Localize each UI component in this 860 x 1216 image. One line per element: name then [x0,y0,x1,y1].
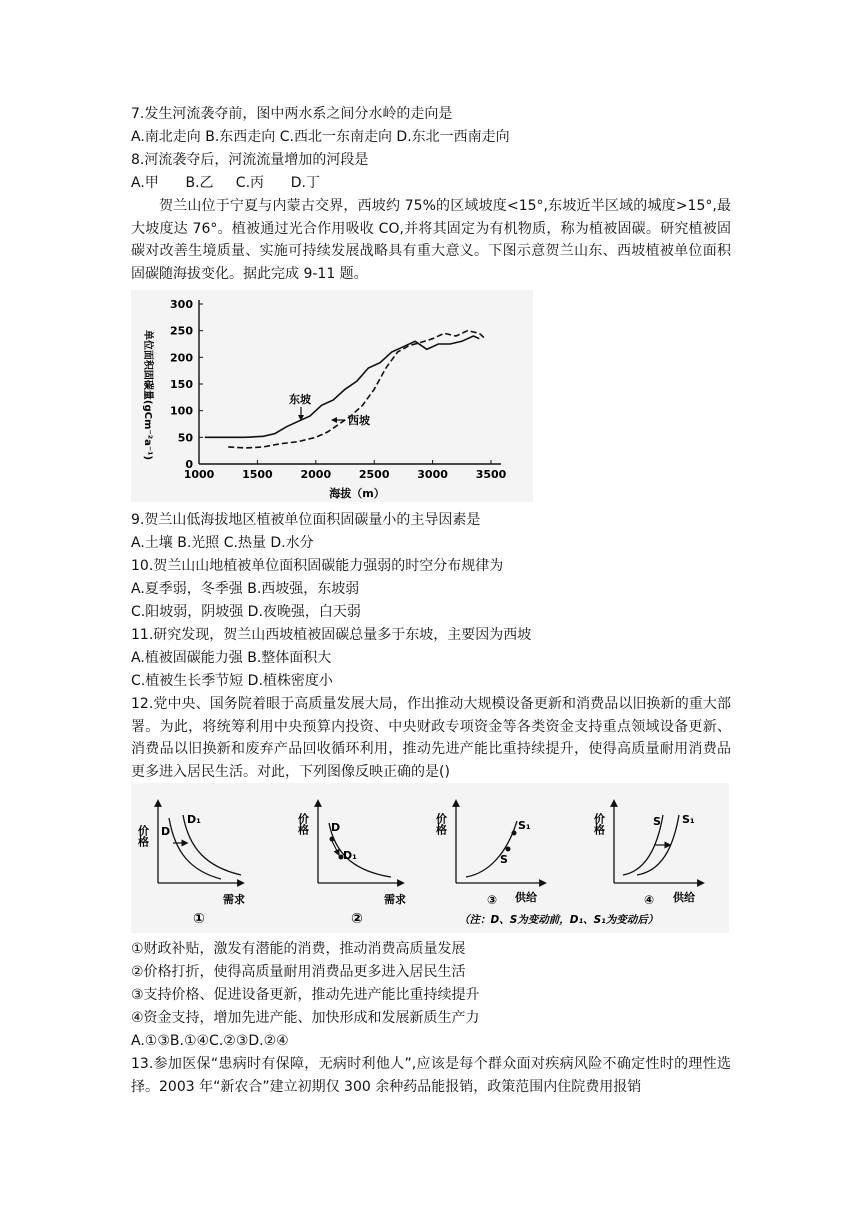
y-tick-label-3: 150 [170,378,193,391]
y-tick-label-6: 300 [170,298,193,311]
graph-4-s-label: S [653,815,661,828]
graph-1-xlabel: 需求 [223,893,245,906]
graph-3-ylabel: 价格 [434,813,448,835]
q12-item-3: ③支持价格、促进设备更新，推动先进产能比重持续提升 [131,987,480,1003]
graph-2-number: ② [351,911,363,927]
y-tick-label-0: 0 [185,458,193,471]
intro-9-11: 贺兰山位于宁夏与内蒙古交界，西坡约 75%的区域坡度<15°,东坡近半区域的城度>15°,最大坡度达 76°。植被通过光合作用吸收 CO,并将其固定为有机物质，称为植被固碳。研究植被固碳对改善生境质量、实施可持续发展战略具有重大意义。下图示意贺兰山东、西坡植被单位面积固碳随海拔变化。据此完成 9-11 题。 [131,198,731,282]
x-tick-label-2: 2000 [300,468,332,481]
graph-2-d-label: D [331,821,341,834]
graph-4 [593,803,702,907]
y-axis-label: 单位面积固碳量(gCm⁻²a⁻¹) [142,329,153,461]
q7-stem: 7.发生河流袭夺前，图中两水系之间分水岭的走向是 [131,106,453,122]
q7-options: A.南北走向 B.东西走向 C.西北一东南走向 D.东北一西南走向 [131,129,510,145]
graph-2-ylabel: 价格 [296,813,310,835]
q8-stem: 8.河流袭夺后，河流流量增加的河段是 [131,152,369,168]
q12-item-2: ②价格打折，使得高质量耐用消费品更多进入居民生活 [131,964,466,980]
q13-stem: 13.参加医保“患病时有保障，无病时利他人”,应该是每个群众面对疾病风险不确定性时的理性选择。2003 年“新农合”建立初期仅 300 余种药品能报销，政策范围内住院费用报销 [131,1056,731,1095]
series-line-west [228,331,485,448]
legend-east-label: 东坡 [289,393,311,406]
q11-options-2: C.植被生长季节短 D.植株密度小 [131,673,333,689]
graph-1-number: ① [193,911,205,927]
chart-svg [131,290,533,502]
graph-3-point-s1 [512,831,517,836]
q9-stem: 9.贺兰山低海拔地区植被单位面积固碳量小的主导因素是 [131,512,481,528]
graph-1-d1-label: D₁ [187,813,201,826]
q12-graphs-svg [131,783,729,933]
graph-1-d-label: D [161,825,171,838]
graph-2-point-d [330,837,335,842]
graph-3-s1-label: S₁ [518,819,531,832]
legend-west-label: 西坡 [348,414,370,427]
q12-options: A.①③B.①④C.②③D.②④ [131,1033,289,1049]
graph-1-ylabel: 价格 [136,825,150,847]
graphs-note: （注：D、S为变动前，D₁、S₁为变动后） [459,914,659,926]
q8-options: A.甲 B.乙 C.丙 D.丁 [131,175,320,191]
q11-stem: 11.研究发现，贺兰山西坡植被固碳总量多于东坡，主要因为西坡 [131,627,532,643]
y-tick-label-2: 100 [170,404,193,418]
graph-3-number: ③ [487,893,498,907]
graph-4-xlabel: 供给 [673,891,695,904]
x-tick-label-0: 1000 [183,468,215,481]
q10-options-2: C.阳坡弱，阴坡强 D.夜晚强，白天弱 [131,604,361,620]
q12-item-4: ④资金支持，增加先进产能、加快形成和发展新质生产力 [131,1010,480,1026]
q9-options: A.土壤 B.光照 C.热量 D.水分 [131,535,314,551]
q10-stem: 10.贺兰山山地植被单位面积固碳能力强弱的时空分布规律为 [131,558,504,574]
q12-item-1: ①财政补贴，激发有潜能的消费，推动消费高质量发展 [131,941,466,957]
x-tick-label-1: 1500 [242,468,273,481]
graph-4-s1-label: S₁ [682,813,695,826]
q12-graphs [131,783,729,933]
graph-3-s-label: S [500,853,508,866]
graph-2-d1-label: D₁ [343,849,357,862]
q11-options-1: A.植被固碳能力强 B.整体面积大 [131,650,332,666]
graph-3 [435,803,544,907]
graph-4-ylabel: 价格 [592,813,606,835]
graph-1-curve-d [169,818,221,879]
graph-1 [137,803,246,927]
x-tick-label-4: 3000 [417,468,448,481]
graph-2-xlabel: 需求 [384,893,406,906]
graph-3-point-s [506,847,511,852]
y-tick-label-1: 50 [177,431,193,445]
x-axis-label: 海拔（m） [329,487,385,500]
carbon-elevation-chart [131,290,533,502]
x-tick-label-5: 3500 [475,468,507,481]
q12-stem: 12.党中央、国务院着眼于高质量发展大局，作出推动大规模设备更新和消费品以旧换新的重大部署。为此，将统筹利用中央预算内投资、中央财政专项资金等各类资金支持重点领域设备更新、消费品以旧换新和废弃产品回收循环利用，推动先进产能比重持续提升，使得高质量耐用消费品更多进入居民生活。对此，下列图像反映正确的是() [131,696,731,780]
graph-4-number: ④ [644,893,655,907]
graph-2 [297,803,407,927]
west-arrowhead [331,417,337,423]
x-tick-label-3: 2500 [358,468,390,481]
y-tick-label-4: 200 [170,351,193,365]
q10-options-1: A.夏季弱，冬季强 B.西坡强，东坡弱 [131,581,360,597]
graph-3-xlabel: 供给 [515,891,537,904]
y-tick-label-5: 250 [170,324,193,338]
